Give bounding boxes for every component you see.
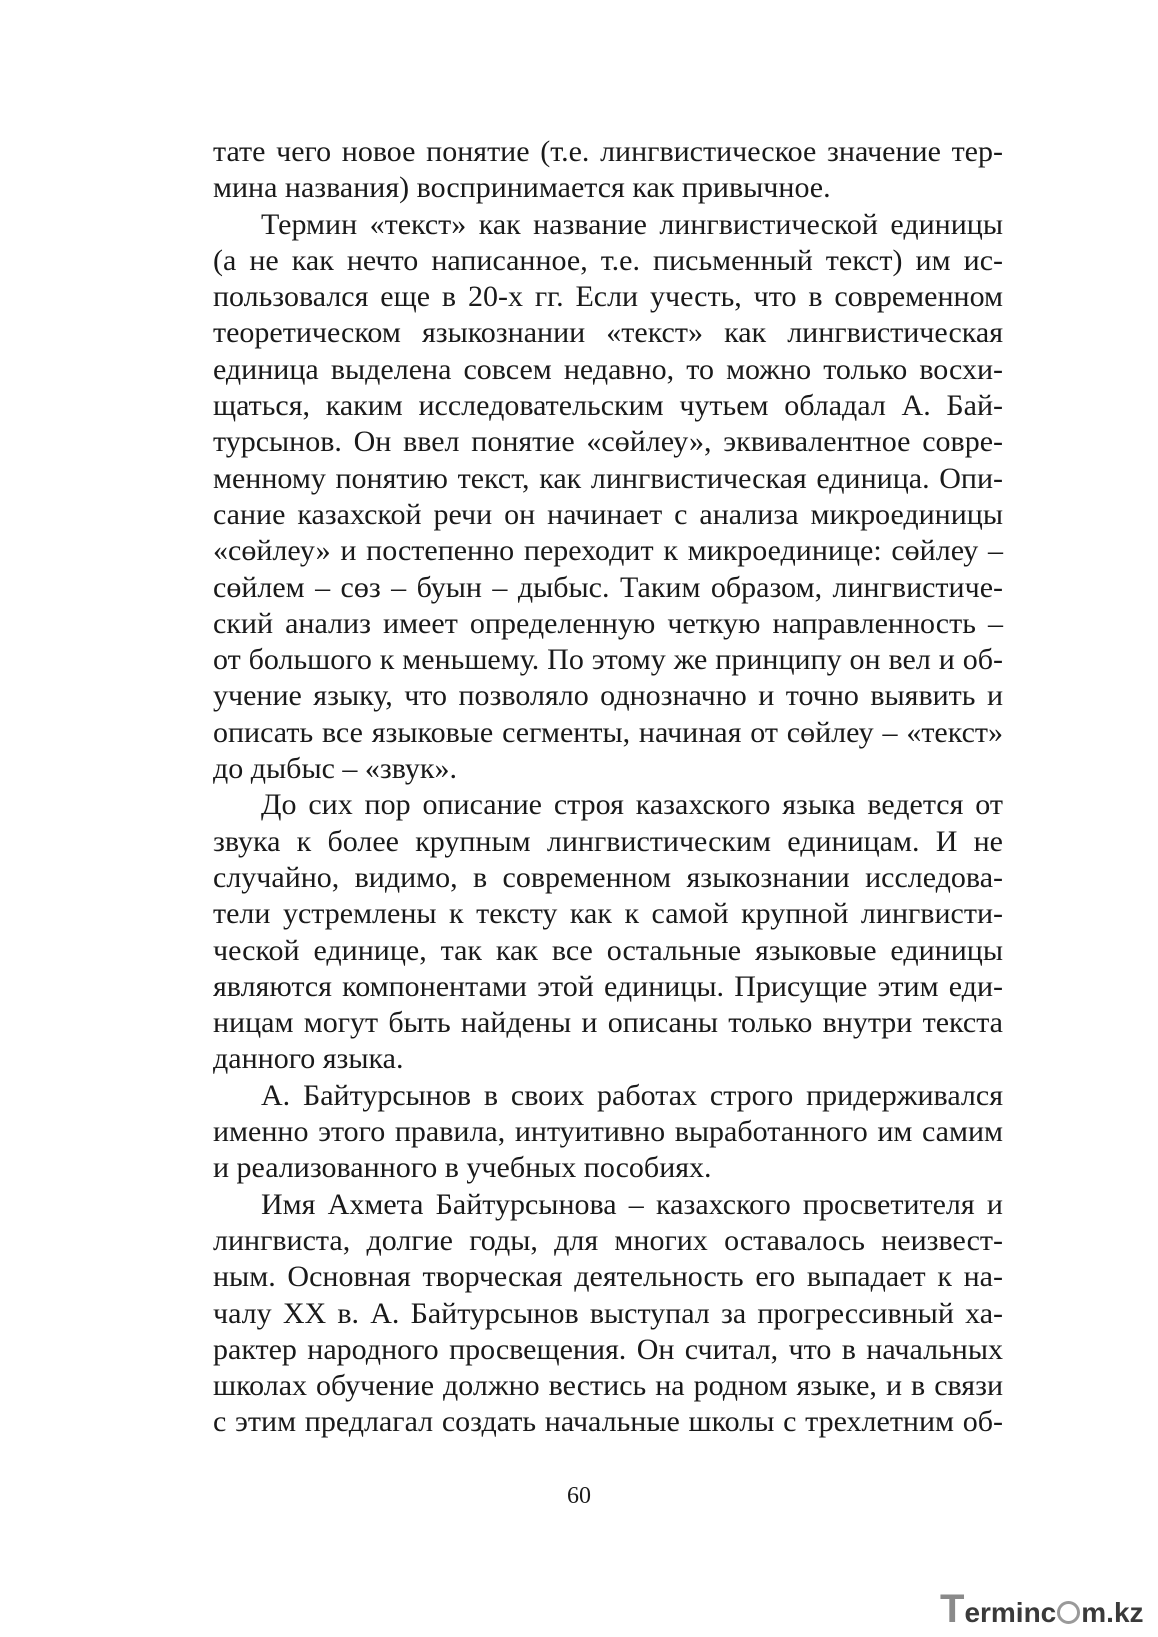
text-line: теоретическом языкознании «текст» как лингвистическая (213, 316, 1003, 350)
text-line: Термин «текст» как название лингвистической единицы (261, 207, 1003, 241)
watermark-domain: m.kz (1081, 1597, 1144, 1628)
text-line: школах обучение должно вестись на родном языке, и в связи (213, 1369, 1003, 1403)
text-line: являются компонентами этой единицы. Присущие этим еди- (213, 969, 1003, 1003)
text-line: данного языка. (213, 1042, 404, 1076)
text-line: турсынов. Он ввел понятие «сөйлеу», эквивалентное совре- (213, 425, 1003, 459)
text-line: до дыбыс – «звук». (213, 752, 457, 786)
magnifier-icon (1057, 1601, 1080, 1624)
text-line: «сөйлеу» и постепенно переходит к микроединице: сөйлеу – (213, 534, 1003, 568)
text-line: (а не как нечто написанное, т.е. письменный текст) им ис- (213, 243, 1003, 277)
watermark-letter-t: T (940, 1587, 965, 1631)
text-line: ным. Основная творческая деятельность его выпадает к на- (213, 1260, 1003, 1294)
text-line: щаться, каким исследовательским чутьем обладал А. Бай- (213, 389, 1003, 423)
body-text (213, 134, 1003, 1441)
text-line: с этим предлагал создать начальные школы с трехлетним об- (213, 1405, 1003, 1439)
text-line: А. Байтурсынов в своих работах строго придерживался (261, 1078, 1003, 1112)
text-line: тели устремлены к тексту как к самой крупной лингвисти- (213, 897, 1003, 931)
text-line: именно этого правила, интуитивно выработанного им самим (213, 1115, 1003, 1149)
text-line: звука к более крупным лингвистическим единицам. И не (213, 824, 1003, 858)
text-line: лингвиста, долгие годы, для многих оставалось неизвест- (213, 1223, 1003, 1257)
text-line: сөйлем – сөз – буын – дыбыс. Таким образом, лингвистиче- (213, 570, 1003, 604)
text-line: сание казахской речи он начинает с анализа микроединицы (213, 497, 1003, 531)
site-watermark-logo (940, 1587, 1144, 1631)
text-line: описать все языковые сегменты, начиная от сөйлеу – «текст» (213, 715, 1003, 749)
text-line: До сих пор описание строя казахского языка ведется от (261, 788, 1003, 822)
text-line: рактер народного просвещения. Он считал, что в начальных (213, 1332, 1003, 1366)
text-line: ский анализ имеет определенную четкую направленность – (213, 606, 1003, 640)
watermark-text-part: erminc (964, 1597, 1057, 1628)
text-line: Имя Ахмета Байтурсынова – казахского просветителя и (261, 1187, 1003, 1221)
page-number: 60 (567, 1483, 591, 1509)
text-line: тате чего новое понятие (т.е. лингвистическое значение тер- (213, 135, 1003, 168)
text-line: пользовался еще в 20-х гг. Если учесть, что в современном (213, 280, 1003, 314)
text-line: единица выделена совсем недавно, то можно только восхи- (213, 352, 1003, 386)
text-line: чалу XX в. А. Байтурсынов выступал за прогрессивный ха- (213, 1296, 1003, 1330)
text-line: случайно, видимо, в современном языкознании исследова- (213, 860, 1003, 894)
text-line: учение языку, что позволяло однозначно и точно выявить и (213, 679, 1003, 713)
text-line: мина названия) воспринимается как привычное. (213, 171, 831, 205)
text-line: и реализованного в учебных пособиях. (213, 1151, 712, 1185)
text-line: менному понятию текст, как лингвистическая единица. Опи- (213, 461, 1003, 495)
text-line: ницам могут быть найдены и описаны только внутри текста (213, 1006, 1003, 1040)
text-line: от большого к меньшему. По этому же принципу он вел и об- (213, 643, 1003, 677)
text-line: ческой единице, так как все остальные языковые единицы (213, 933, 1003, 967)
